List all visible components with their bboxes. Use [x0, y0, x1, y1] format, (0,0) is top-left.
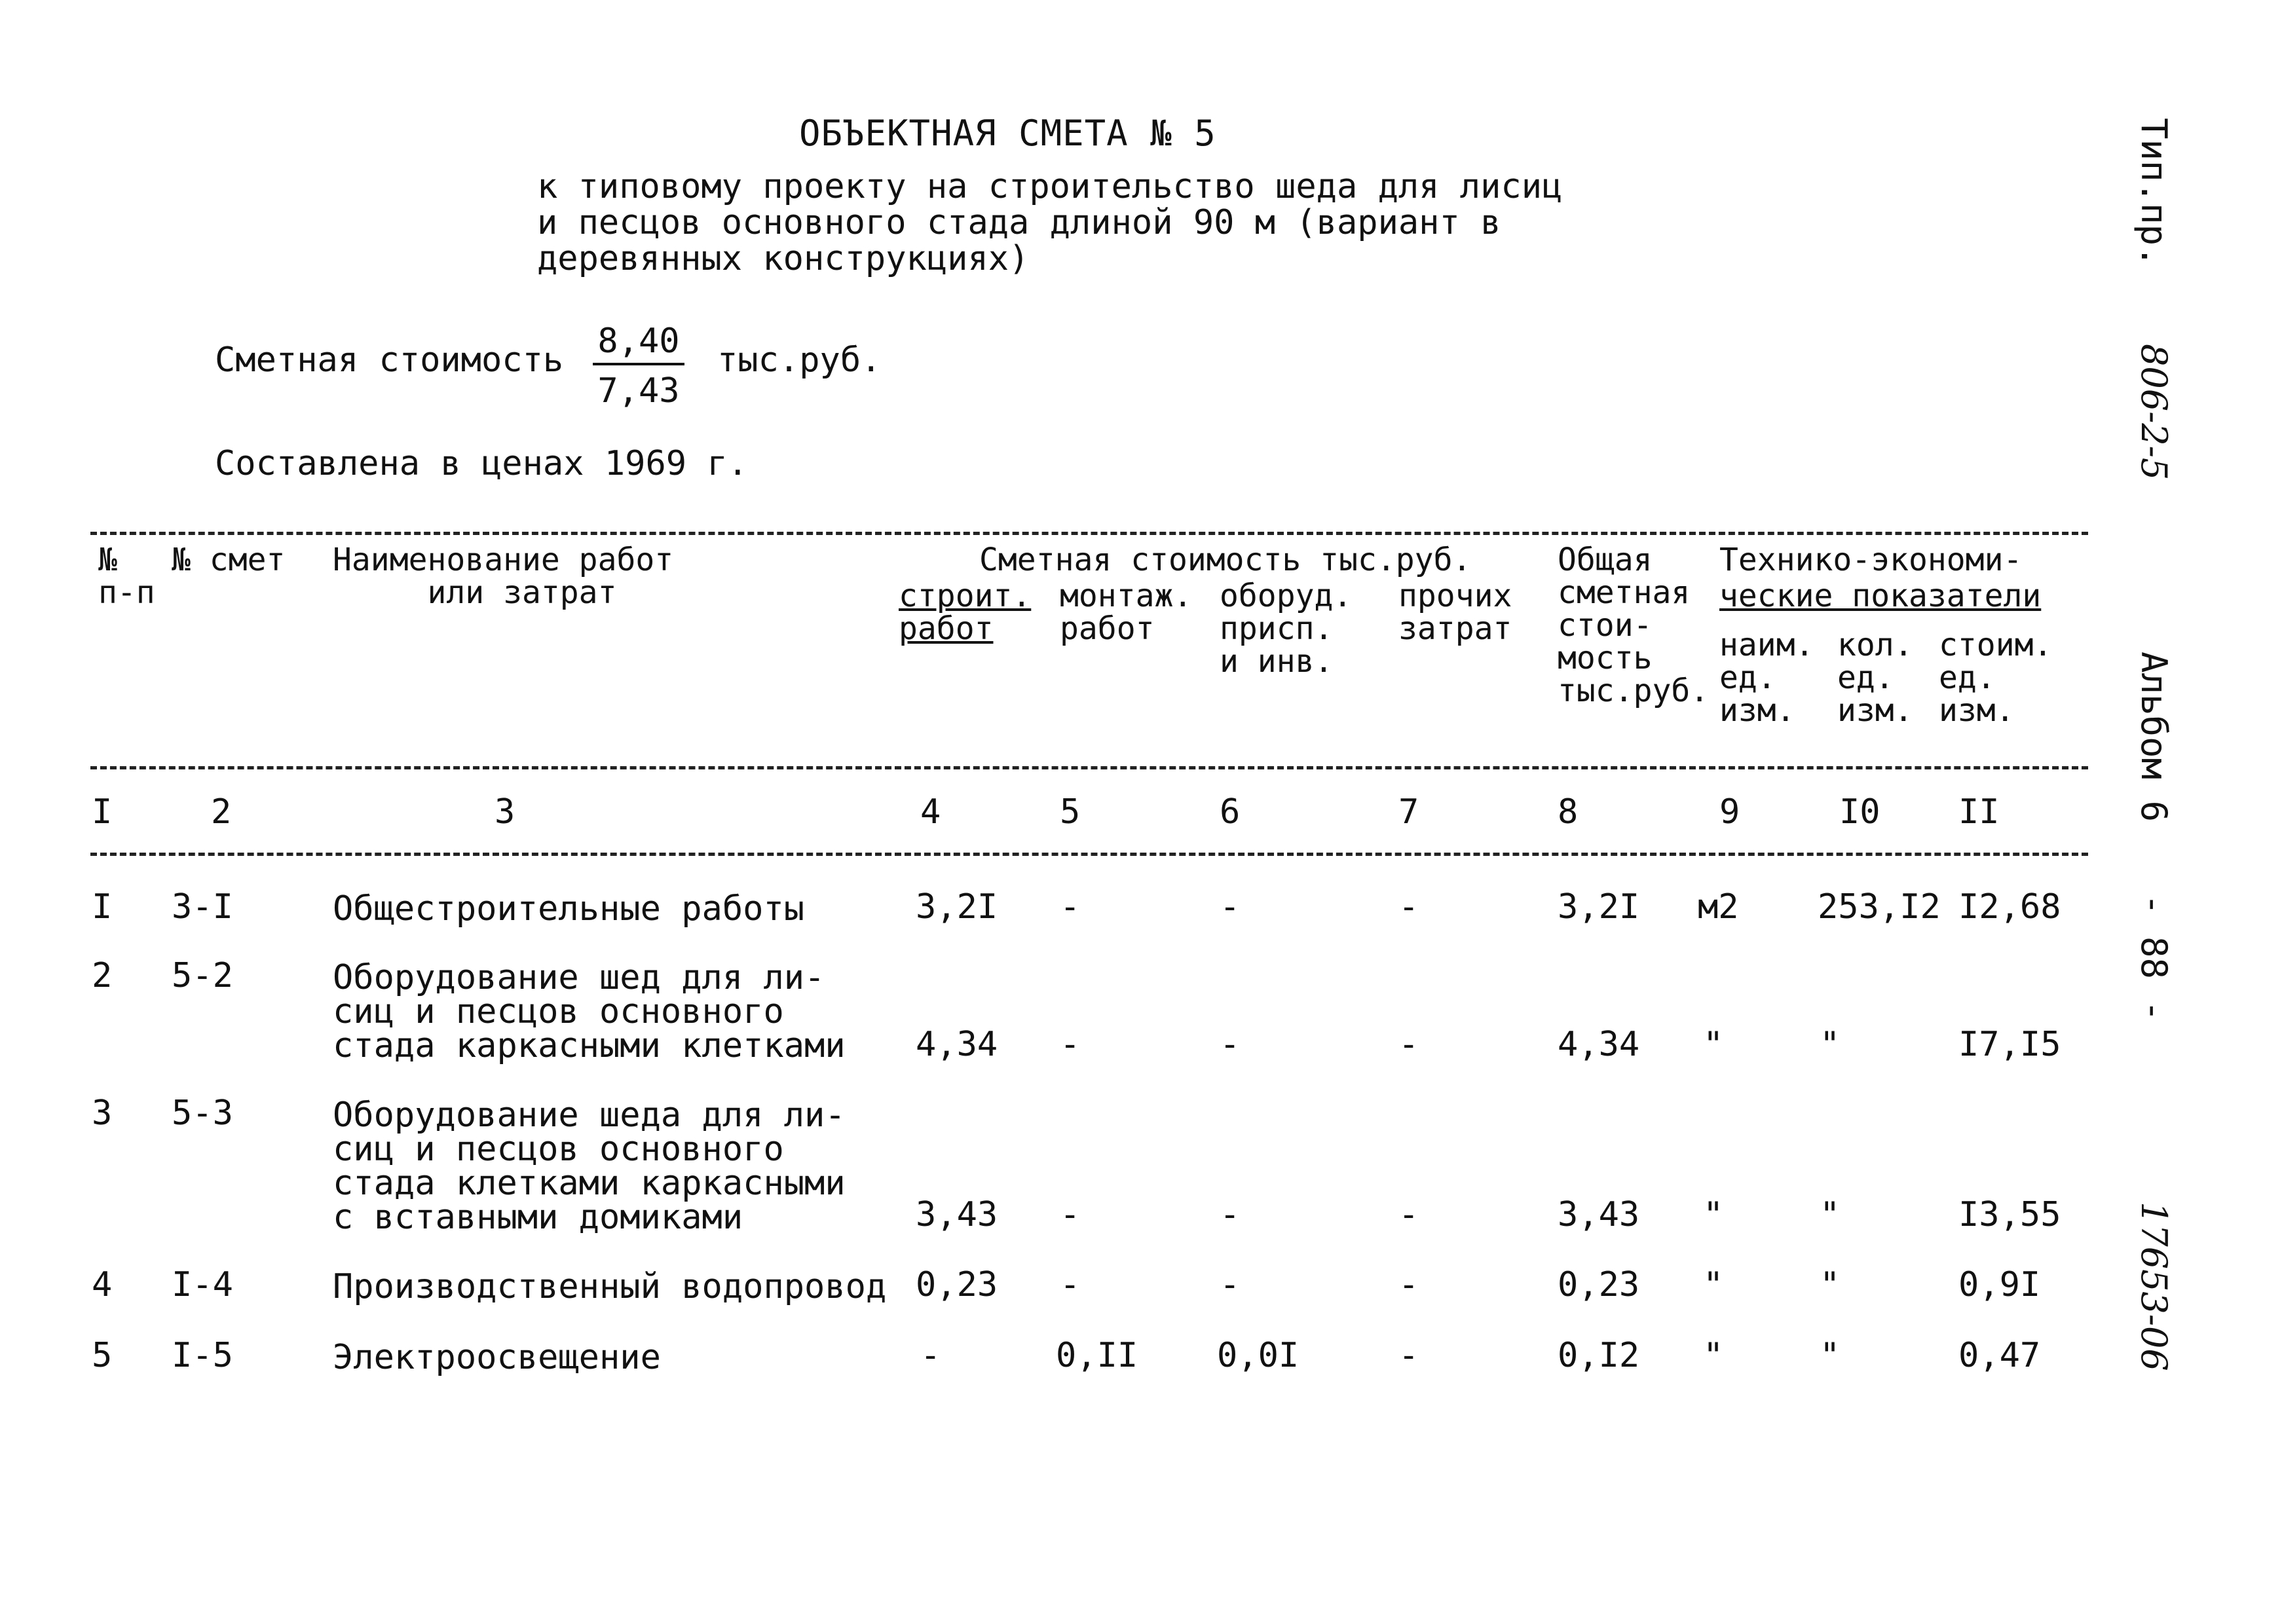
row4-n: 4: [92, 1265, 113, 1304]
cost-denominator: 7,43: [597, 371, 680, 411]
header-col10: кол. ед. изм.: [1837, 627, 1913, 729]
row1-unit-cost: I2,68: [1958, 887, 2061, 927]
row1-qty: 253,I2: [1818, 887, 1941, 927]
row5-unit: ": [1703, 1336, 1724, 1375]
row5-build: -: [920, 1336, 941, 1375]
row4-unit-cost: 0,9I: [1958, 1265, 2041, 1304]
colnum-1: I: [92, 792, 113, 832]
colnum-11: II: [1958, 792, 2000, 832]
row2-qty: ": [1820, 1025, 1841, 1064]
colnum-7: 7: [1398, 792, 1419, 832]
row4-mount: -: [1060, 1265, 1081, 1304]
prices-note: Составлена в ценах 1969 г.: [215, 444, 748, 483]
row5-other: -: [1398, 1336, 1419, 1375]
fraction-bar: [593, 363, 684, 365]
row5-name: Электроосвещение: [333, 1338, 661, 1377]
margin-page-number: - 88 -: [2133, 894, 2175, 1022]
header-col7: прочих затрат: [1398, 578, 1512, 647]
header-tech-group-2: ческие показатели: [1719, 578, 2042, 614]
row3-total: 3,43: [1558, 1195, 1640, 1234]
row1-other: -: [1398, 887, 1419, 927]
row5-qty: ": [1820, 1336, 1841, 1375]
row2-name: Оборудование шед для ли- сиц и песцов основного стада каркасными клетками: [333, 958, 846, 1065]
row5-smeta: I-5: [172, 1336, 233, 1375]
table-top-rule: [90, 532, 2088, 535]
row1-name: Общестроительные работы: [333, 889, 805, 929]
document-subtitle: к типовому проекту на строительство шеда для лисиц и песцов основного стада длиной 90 м (вариант в деревянных конструкциях): [537, 167, 1563, 278]
table-header-rule: [90, 766, 2088, 769]
row3-equip: -: [1220, 1195, 1241, 1234]
row4-smeta: I-4: [172, 1265, 233, 1304]
row1-equip: -: [1220, 887, 1241, 927]
margin-doc-code: 17653-06: [2133, 1202, 2175, 1371]
row1-smeta: 3-I: [172, 887, 233, 927]
margin-album: Альбом 6: [2133, 652, 2175, 822]
row4-build: 0,23: [916, 1265, 998, 1304]
row2-mount: -: [1060, 1025, 1081, 1064]
row4-name: Производственный водопровод: [333, 1267, 887, 1306]
header-col11: стоим. ед. изм.: [1939, 627, 2053, 729]
row1-total: 3,2I: [1558, 887, 1640, 927]
colnum-2: 2: [211, 792, 232, 832]
header-cost-group: Сметная стоимость тыс.руб.: [979, 542, 1472, 578]
cost-unit: тыс.руб.: [717, 341, 882, 380]
header-col1: № п-п: [98, 542, 155, 611]
header-col2: № смет: [172, 542, 286, 578]
row3-other: -: [1398, 1195, 1419, 1234]
colnum-6: 6: [1220, 792, 1241, 832]
cost-fraction: [593, 321, 684, 411]
row5-equip: 0,0I: [1217, 1336, 1300, 1375]
header-col8: Общая сметная стои- мость тыс.руб.: [1558, 542, 1710, 709]
row3-smeta: 5-3: [172, 1094, 233, 1133]
row5-total: 0,I2: [1558, 1336, 1640, 1375]
row2-unit: ": [1703, 1025, 1724, 1064]
row3-n: 3: [92, 1094, 113, 1133]
row3-mount: -: [1060, 1195, 1081, 1234]
colnum-10: I0: [1839, 792, 1880, 832]
colnum-8: 8: [1558, 792, 1579, 832]
header-col4: строит. работ: [899, 578, 1032, 647]
row5-unit-cost: 0,47: [1958, 1336, 2041, 1375]
colnum-5: 5: [1060, 792, 1081, 832]
colnum-3: 3: [495, 792, 515, 832]
row2-equip: -: [1220, 1025, 1241, 1064]
row1-mount: -: [1060, 887, 1081, 927]
row1-build: 3,2I: [916, 887, 998, 927]
row2-build: 4,34: [916, 1025, 998, 1064]
row4-qty: ": [1820, 1265, 1841, 1304]
row3-name: Оборудование шеда для ли- сиц и песцов основного стада клетками каркасными с вставными домиками: [333, 1096, 846, 1237]
row4-other: -: [1398, 1265, 1419, 1304]
table-numbers-rule: [90, 853, 2088, 856]
colnum-4: 4: [920, 792, 941, 832]
row3-build: 3,43: [916, 1195, 998, 1234]
cost-numerator: 8,40: [597, 322, 680, 361]
row2-n: 2: [92, 956, 113, 995]
row4-total: 0,23: [1558, 1265, 1640, 1304]
margin-project-code: 806-2-5: [2133, 344, 2175, 481]
row3-qty: ": [1820, 1195, 1841, 1234]
row1-unit: м2: [1698, 887, 1739, 927]
row2-unit-cost: I7,I5: [1958, 1025, 2061, 1064]
row4-unit: ": [1703, 1265, 1724, 1304]
row2-smeta: 5-2: [172, 956, 233, 995]
header-tech-group-1: Технико-экономи-: [1719, 542, 2023, 578]
row2-other: -: [1398, 1025, 1419, 1064]
row1-n: I: [92, 887, 113, 927]
row5-n: 5: [92, 1336, 113, 1375]
document-title: ОБЪЕКТНАЯ СМЕТА № 5: [799, 113, 1216, 154]
colnum-9: 9: [1719, 792, 1740, 832]
header-col3: Наименование работ или затрат: [333, 542, 674, 611]
row5-mount: 0,II: [1056, 1336, 1138, 1375]
row4-equip: -: [1220, 1265, 1241, 1304]
margin-type-label: Тип.пр.: [2133, 118, 2175, 267]
row3-unit-cost: I3,55: [1958, 1195, 2061, 1234]
header-col6: оборуд. присп. и инв.: [1220, 578, 1353, 680]
header-col9: наим. ед. изм.: [1719, 627, 1814, 729]
header-col5: монтаж. работ: [1060, 578, 1193, 647]
row2-total: 4,34: [1558, 1025, 1640, 1064]
row3-unit: ": [1703, 1195, 1724, 1234]
cost-label: Сметная стоимость: [215, 341, 564, 380]
